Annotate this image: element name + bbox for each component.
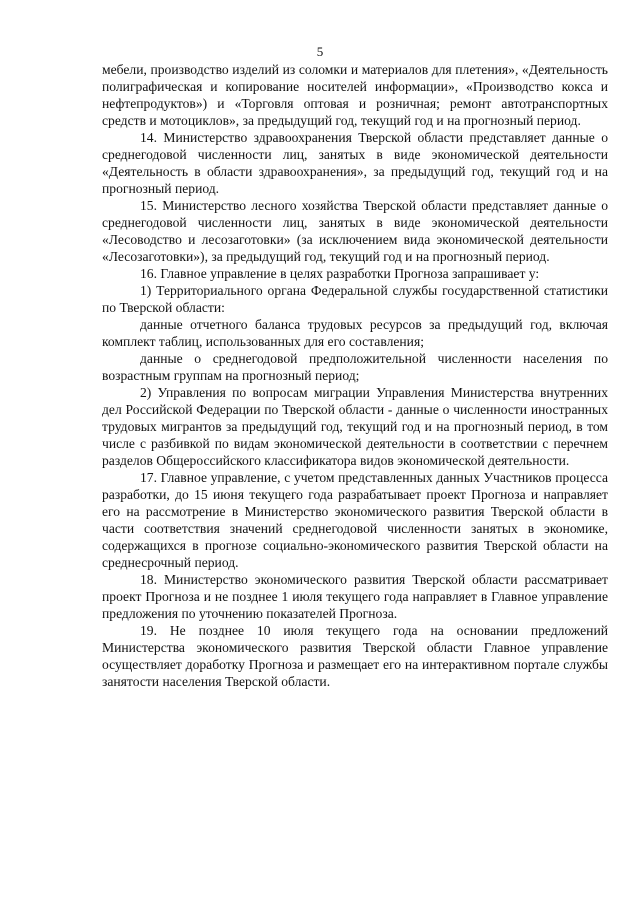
document-body	[102, 61, 608, 690]
page-number: 5	[316, 44, 324, 59]
paragraph-item-16-1-b: данные о среднегодовой предположительной численности населения по возрастным группам на прогнозный период;	[102, 351, 608, 383]
paragraph-continuation: мебели, производство изделий из соломки и материалов для плетения», «Деятельность полиграфическая и копирование носителей информации», «Производство кокса и нефтепродуктов») и «Торговля оптовая и розничная; ремонт автотранспортных средств и мотоциклов», за предыдущий год, текущий год и на прогнозный период.	[102, 62, 608, 128]
paragraph-item-16-2: 2) Управления по вопросам миграции Управления Министерства внутренних дел Российской Федерации по Тверской области - данные о численности иностранных трудовых мигрантов за предыдущий год, текущий год и на прогнозный период, в том числе с разбивкой по видам экономической деятельности в соответствии с перечнем разделов Общероссийского классификатора видов экономической деятельности.	[102, 385, 608, 468]
paragraph-item-18: 18. Министерство экономического развития Тверской области рассматривает проект Прогноза и не позднее 1 июля текущего года направляет в Главное управление предложения по уточнению показателей Прогноза.	[102, 572, 608, 621]
paragraph-item-15: 15. Министерство лесного хозяйства Тверской области представляет данные о среднегодовой численности лиц, занятых в виде экономической деятельности «Лесоводство и лесозаготовки» (за исключением вида экономической деятельности «Лесозаготовки»), за предыдущий год, текущий год и на прогнозный период.	[102, 198, 608, 264]
paragraph-item-17: 17. Главное управление, с учетом представленных данных Участников процесса разработки, до 15 июня текущего года разрабатывает проект Прогноза и направляет его на рассмотрение в Министерство экономического развития Тверской области в части соответствия значений среднегодовой численности занятых в экономике, содержащихся в прогнозе социально-экономического развития Тверской области на среднесрочный период.	[102, 470, 608, 570]
paragraph-item-14: 14. Министерство здравоохранения Тверской области представляет данные о среднегодовой численности лиц, занятых в виде экономической деятельности «Деятельность в области здравоохранения», за предыдущий год, текущий год и на прогнозный период.	[102, 130, 608, 196]
paragraph-item-16-1: 1) Территориального органа Федеральной службы государственной статистики по Тверской области:	[102, 283, 608, 315]
paragraph-item-16-1-a: данные отчетного баланса трудовых ресурсов за предыдущий год, включая комплект таблиц, использованных для его составления;	[102, 317, 608, 349]
paragraph-item-19: 19. Не позднее 10 июля текущего года на основании предложений Министерства экономического развития Тверской области Главное управление осуществляет доработку Прогноза и размещает его на интерактивном портале службы занятости населения Тверской области.	[102, 623, 608, 689]
paragraph-item-16: 16. Главное управление в целях разработки Прогноза запрашивает у:	[140, 266, 540, 281]
